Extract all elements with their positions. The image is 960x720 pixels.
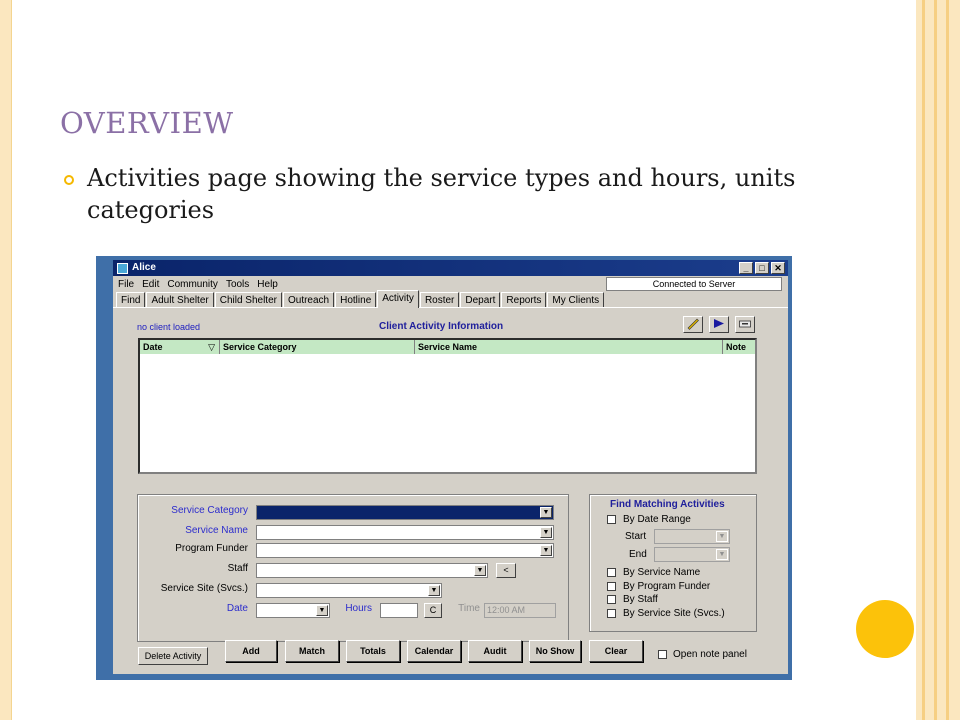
accent-circle xyxy=(856,600,914,658)
app-window xyxy=(113,260,788,674)
hours-clear-button[interactable]: C xyxy=(424,603,442,618)
by-program-funder-checkbox[interactable] xyxy=(607,582,616,591)
chevron-down-icon[interactable]: ▼ xyxy=(428,585,440,596)
print-icon[interactable] xyxy=(735,316,755,333)
tab-outreach[interactable]: Outreach xyxy=(283,292,334,307)
close-button[interactable]: ✕ xyxy=(771,262,785,274)
clear-button[interactable]: Clear xyxy=(589,640,643,662)
no-show-button[interactable]: No Show xyxy=(529,640,581,662)
col-date[interactable]: Date ▽ xyxy=(140,340,220,354)
frame-stripe xyxy=(934,0,937,720)
arrow-right-icon[interactable] xyxy=(709,316,729,333)
tab-adult-shelter[interactable]: Adult Shelter xyxy=(146,292,213,307)
match-button[interactable]: Match xyxy=(285,640,339,662)
minimize-button[interactable]: _ xyxy=(739,262,753,274)
chevron-down-icon[interactable]: ▼ xyxy=(540,527,552,538)
menu-help[interactable]: Help xyxy=(257,278,278,290)
activity-form xyxy=(137,494,569,642)
staff-button[interactable]: < xyxy=(496,563,516,578)
find-title: Find Matching Activities xyxy=(610,499,725,510)
service-category-label: Service Category xyxy=(171,505,248,516)
pencil-icon[interactable] xyxy=(683,316,703,333)
tab-depart[interactable]: Depart xyxy=(460,292,500,307)
menu-bar xyxy=(113,276,788,292)
by-service-name-label: By Service Name xyxy=(623,567,701,578)
date-label: Date xyxy=(226,603,248,614)
tab-child-shelter[interactable]: Child Shelter xyxy=(215,292,282,307)
by-service-name-checkbox[interactable] xyxy=(607,568,616,577)
by-staff-checkbox[interactable] xyxy=(607,595,616,604)
frame-stripe xyxy=(946,0,949,720)
menu-file[interactable]: File xyxy=(118,278,135,290)
totals-button[interactable]: Totals xyxy=(346,640,400,662)
sort-icon[interactable]: ▽ xyxy=(208,342,215,352)
frame-stripe xyxy=(922,0,925,720)
slide-frame-right xyxy=(916,0,960,720)
end-date-select xyxy=(654,547,730,562)
chevron-down-icon[interactable]: ▼ xyxy=(316,605,328,616)
calendar-button[interactable]: Calendar xyxy=(407,640,461,662)
chevron-down-icon[interactable]: ▼ xyxy=(540,507,552,518)
app-icon xyxy=(117,263,128,274)
by-date-range-label: By Date Range xyxy=(623,514,691,525)
find-matching-panel xyxy=(589,494,757,632)
service-category-select[interactable] xyxy=(256,505,554,520)
tab-hotline[interactable]: Hotline xyxy=(335,292,376,307)
menu-edit[interactable]: Edit xyxy=(142,278,160,290)
tab-roster[interactable]: Roster xyxy=(420,292,459,307)
end-label: End xyxy=(629,549,647,560)
col-service-name[interactable]: Service Name xyxy=(415,340,723,354)
service-site-label: Service Site (Svcs.) xyxy=(160,583,248,594)
program-funder-select[interactable] xyxy=(256,543,554,558)
col-service-category[interactable]: Service Category xyxy=(220,340,415,354)
by-service-site-checkbox[interactable] xyxy=(607,609,616,618)
chevron-down-icon[interactable]: ▼ xyxy=(474,565,486,576)
program-funder-label: Program Funder xyxy=(175,543,248,554)
maximize-button[interactable]: □ xyxy=(755,262,769,274)
open-note-panel-checkbox[interactable] xyxy=(658,650,667,659)
menu-tools[interactable]: Tools xyxy=(225,278,250,290)
slide-frame-left xyxy=(0,0,12,720)
audit-button[interactable]: Audit xyxy=(468,640,522,662)
connection-status: Connected to Server xyxy=(606,277,782,291)
time-label: Time xyxy=(458,603,480,614)
window-titlebar[interactable] xyxy=(113,260,788,276)
bullet-text: Activities page showing the service types and hours, units categories xyxy=(87,164,796,224)
tab-reports[interactable]: Reports xyxy=(501,292,546,307)
activity-panel xyxy=(113,308,788,674)
activity-grid[interactable] xyxy=(138,338,757,474)
by-program-funder-label: By Program Funder xyxy=(623,581,711,592)
delete-activity-button[interactable]: Delete Activity xyxy=(138,647,208,665)
start-label: Start xyxy=(625,531,647,542)
window-title: Alice xyxy=(132,262,156,273)
tab-find[interactable]: Find xyxy=(116,292,145,307)
panel-title: Client Activity Information xyxy=(379,321,504,332)
tab-activity[interactable]: Activity xyxy=(377,290,419,308)
by-service-site-label: By Service Site (Svcs.) xyxy=(623,608,725,619)
service-site-select[interactable] xyxy=(256,583,442,598)
slide-title: OVERVIEW xyxy=(60,106,234,140)
by-date-range-checkbox[interactable] xyxy=(607,515,616,524)
service-name-label: Service Name xyxy=(185,525,248,536)
tab-my-clients[interactable]: My Clients xyxy=(547,292,604,307)
app-screenshot xyxy=(96,256,792,680)
time-input: 12:00 AM xyxy=(484,603,556,618)
grid-header xyxy=(140,340,755,354)
tab-bar xyxy=(113,292,788,308)
start-date-select xyxy=(654,529,730,544)
by-staff-label: By Staff xyxy=(623,594,658,605)
client-status: no client loaded xyxy=(137,322,201,332)
open-note-panel-label: Open note panel xyxy=(673,649,747,660)
chevron-down-icon: ▼ xyxy=(716,549,728,560)
chevron-down-icon: ▼ xyxy=(716,531,728,542)
add-button[interactable]: Add xyxy=(225,640,277,662)
hours-label: Hours xyxy=(345,603,372,614)
service-name-select[interactable] xyxy=(256,525,554,540)
menu-community[interactable]: Community xyxy=(167,278,218,290)
col-note[interactable]: Note xyxy=(726,342,746,352)
chevron-down-icon[interactable]: ▼ xyxy=(540,545,552,556)
staff-select[interactable] xyxy=(256,563,488,578)
bullet-icon xyxy=(64,175,74,185)
staff-label: Staff xyxy=(227,563,248,574)
